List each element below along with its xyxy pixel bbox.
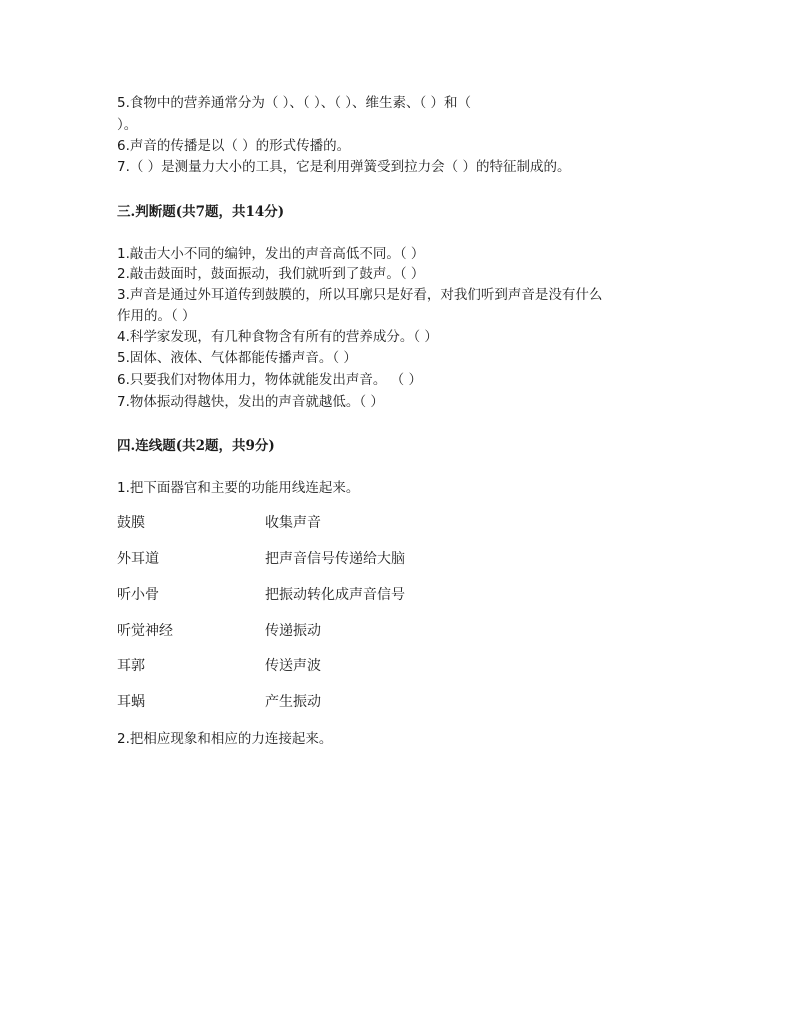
fill-blank-q6: 6.声音的传播是以（ ）的形式传播的。 [117,138,351,154]
judge-q6: 6.只要我们对物体用力，物体就能发出声音。 （ ） [117,372,422,388]
judge-q3-line1: 3.声音是通过外耳道传到鼓膜的，所以耳廓只是好看，对我们听到声音是没有什么 [117,287,603,303]
match-q1-prompt: 1.把下面器官和主要的功能用线连起来。 [117,480,360,496]
judge-q1: 1.敲击大小不同的编钟，发出的声音高低不同。（ ） [117,246,425,262]
section4-heading: 四.连线题(共2题，共9分) [117,438,275,454]
match-left-item: 耳郭 [117,658,145,674]
match-right-item: 把声音信号传递给大脑 [265,551,405,567]
fill-blank-q5-line1: 5.食物中的营养通常分为（ ）、（ ）、（ ）、维生素、（ ）和（ [117,95,472,111]
judge-q5: 5.固体、液体、气体都能传播声音。（ ） [117,350,357,366]
match-q2-prompt: 2.把相应现象和相应的力连接起来。 [117,731,333,747]
match-left-item: 耳蜗 [117,694,145,710]
match-right-item: 传送声波 [265,658,321,674]
match-left-item: 听觉神经 [117,623,173,639]
judge-q2: 2.敲击鼓面时，鼓面振动，我们就听到了鼓声。（ ） [117,266,425,282]
match-left-item: 外耳道 [117,551,159,567]
match-left-item: 鼓膜 [117,515,145,531]
judge-q3-line2: 作用的。（ ） [117,308,196,324]
section3-heading: 三.判断题(共7题，共14分) [117,204,285,220]
match-right-item: 把振动转化成声音信号 [265,587,405,603]
fill-blank-q7: 7.（ ）是测量力大小的工具，它是利用弹簧受到拉力会（ ）的特征制成的。 [117,159,571,175]
match-right-item: 传递振动 [265,623,321,639]
judge-q7: 7.物体振动得越快，发出的声音就越低。（ ） [117,394,384,410]
match-right-item: 产生振动 [265,694,321,710]
fill-blank-q5-line2: ）。 [117,117,138,133]
match-right-item: 收集声音 [265,515,321,531]
match-left-item: 听小骨 [117,587,159,603]
judge-q4: 4.科学家发现，有几种食物含有所有的营养成分。（ ） [117,329,438,345]
